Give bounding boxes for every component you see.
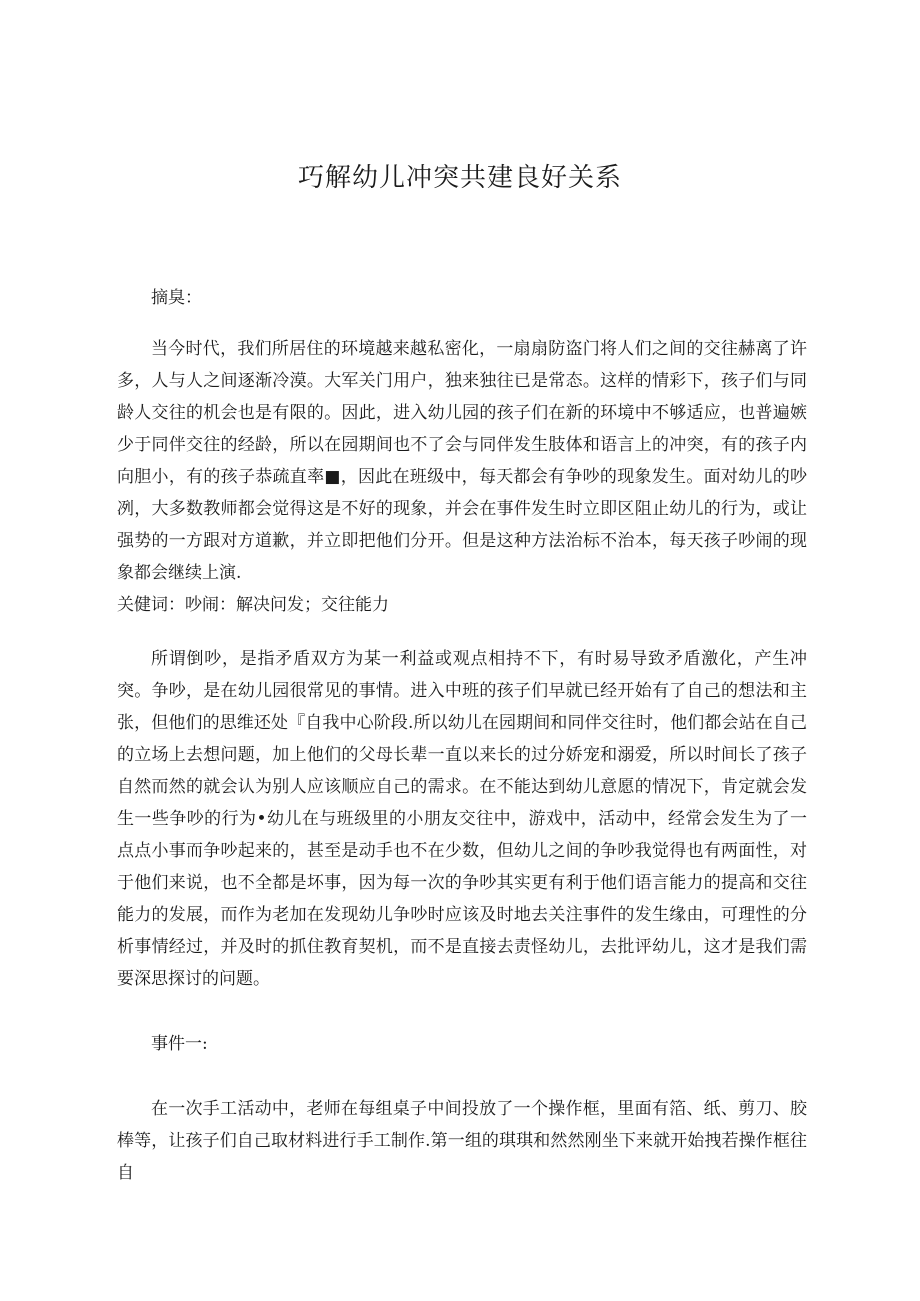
keywords-line: 关健词：吵闹：解决问发；交往能力 — [117, 595, 389, 615]
event-paragraph: 在一次手工活动中，老师在每组桌子中间投放了一个操作框，里面有箔、纸、剪刀、胶棒等，让孩子们自己取材料进行手工制作.第一组的琪琪和然然刚坐下来就开始拽若操作框往自 — [117, 1099, 807, 1183]
abstract-paragraph: 当今时代，我们所居住的环境越来越私密化，一扇扇防盗门将人们之间的交往赫离了许多，人与人之间逐渐冷漠。大军关门用户，独来独往已是常态。这样的情彩下，孩子们与同龄人交往的机会也是有限的。因此，进入幼儿园的孩子们在新的环境中不够适应，也普遍嫉少于同伴交往的经龄，所以在园期间也不了会与同伴发生肢体和语言上的冲突，有的孩子内向胆小，有的孩子恭疏直率■，因此在班级中，每天都会有争吵的现象发生。面对幼儿的吵冽，大多数教师都会觉得这是不好的现象，并会在事件发生时立即区阻止幼儿的行为，或让强势的一方跟对方道歉，并立即把他们分开。但是这种方法治标不治本，每天孩子吵闹的现象都会继续上演. — [117, 339, 807, 583]
event-heading: 事件一: — [151, 1034, 208, 1054]
document-title: 巧解幼儿冲突共建良好关系 — [297, 163, 622, 193]
abstract-heading: 摘臭： — [151, 288, 202, 308]
body-paragraph: 所谓倒吵，是指矛盾双方为某一利益或观点相持不下，有时易导致矛盾激化，产生冲突。争吵，是在幼儿园很常见的事情。进入中班的孩子们早就已经开始有了自己的想法和主张，但他们的思维还处『自我中心阶段.所以幼儿在园期间和同伴交往时，他们都会站在自己的立场上去想问题，加上他们的父母长辈一直以来长的过分娇宠和溺爱，所以时间长了孩子自然而然的就会认为别人应该顺应自己的需求。在不能达到幼儿意愿的情况下，肯定就会发生一些争吵的行为•幼儿在与班级里的小朋友交往中，游戏中，活动中，经常会发生为了一点点小事而争吵起来的，甚至是动手也不在少数，但幼儿之间的争吵我觉得也有两面性，对于他们来说，也不全都是坏事，因为每一次的争吵其实更有利于他们语言能力的提高和交往能力的发展，而作为老加在发现幼儿争吵时应该及时地去关注事件的发生缘由，可理性的分析事情经过，并及时的抓住教育契机，而不是直接去责怪幼儿，去批评幼儿，这才是我们需要深思探讨的问题。 — [117, 649, 807, 989]
